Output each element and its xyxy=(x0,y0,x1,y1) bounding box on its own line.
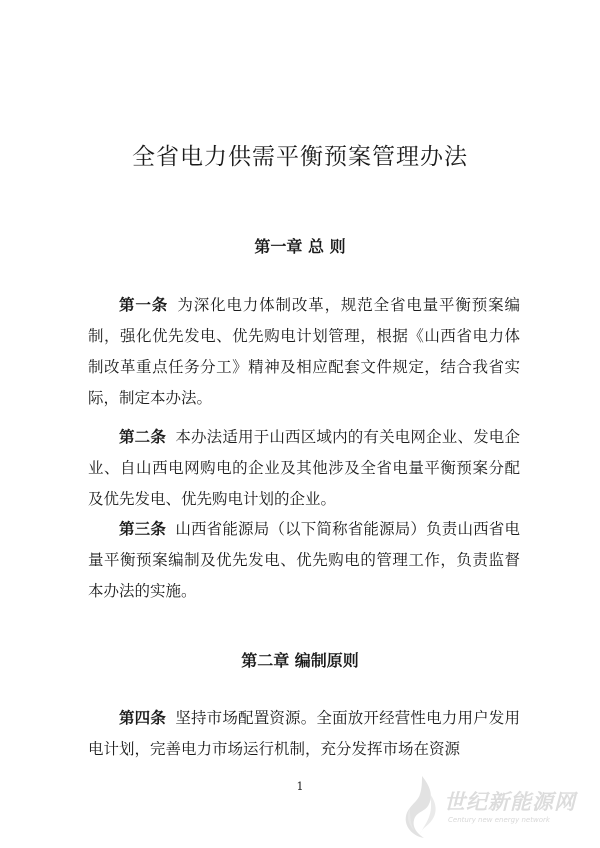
article-text: 坚持市场配置资源。全面放开经营性电力用户发用电计划，完善电力市场运行机制，充分发挥市场在资源 xyxy=(88,709,520,758)
article-label: 第二条 xyxy=(119,428,167,446)
article-3 xyxy=(88,514,520,607)
article-label: 第三条 xyxy=(119,520,167,538)
article-text: 本办法适用于山西区域内的有关电网企业、发电企业、自山西电网购电的企业及其他涉及全省电量平衡预案分配及优先发电、优先购电计划的企业。 xyxy=(88,428,520,508)
article-2 xyxy=(88,422,520,515)
page-number: 1 xyxy=(296,780,304,793)
article-1 xyxy=(88,290,520,414)
article-4 xyxy=(88,703,520,765)
flame-swirl-icon xyxy=(400,772,442,842)
article-text: 为深化电力体制改革，规范全省电量平衡预案编制，强化优先发电、优先购电计划管理，根据《山西省电力体制改革重点任务分工》精神及相应配套文件规定，结合我省实际，制定本办法。 xyxy=(88,296,520,407)
chapter-1-heading: 第一章 总 则 xyxy=(254,237,346,256)
watermark-subtext: Century new energy network xyxy=(448,816,550,824)
document-title: 全省电力供需平衡预案管理办法 xyxy=(132,144,468,170)
article-label: 第四条 xyxy=(119,709,167,727)
article-label: 第一条 xyxy=(119,296,169,314)
chapter-2-heading: 第二章 编制原则 xyxy=(241,651,359,670)
watermark-text: 世纪新能源网 xyxy=(444,790,576,814)
watermark-logo xyxy=(400,772,596,844)
article-text: 山西省能源局（以下简称省能源局）负责山西省电量平衡预案编制及优先发电、优先购电的管理工作，负责监督本办法的实施。 xyxy=(88,520,520,600)
